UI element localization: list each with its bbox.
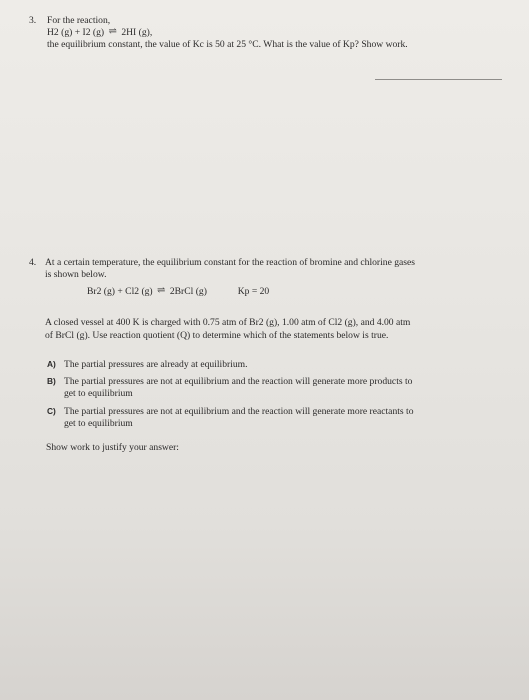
equilibrium-arrow-icon: ⇌ — [157, 285, 166, 296]
q3-equation-left: H2 (g) + I2 (g) — [47, 27, 105, 38]
option-c-text-line1: The partial pressures are not at equilibrium and the reaction will generate more reactants to — [64, 406, 414, 417]
option-b-text-line2: get to equilibrium — [64, 387, 133, 399]
question-3-statement: the equilibrium constant, the value of Kc is 50 at 25 °C. What is the value of Kp? Show work. — [47, 39, 408, 50]
option-b-text-line1: The partial pressures are not at equilibrium and the reaction will generate more products to — [64, 376, 413, 387]
option-c-text-line2: get to equilibrium — [64, 417, 133, 429]
q4-equation-right: 2BrCl (g) — [169, 286, 207, 297]
option-a-text: The partial pressures are already at equilibrium. — [64, 359, 248, 370]
question-4-paragraph-line2: of BrCl (g). Use reaction quotient (Q) to determine which of the statements below is true. — [45, 330, 389, 341]
question-4-intro-line2: is shown below. — [45, 269, 107, 280]
option-c-letter: C) — [47, 406, 56, 416]
question-4-intro-line1: At a certain temperature, the equilibrium constant for the reaction of bromine and chlorine gases — [45, 257, 416, 268]
answer-line — [375, 79, 502, 80]
question-3-equation — [47, 27, 152, 39]
q3-equation-right: 2HI (g), — [121, 27, 153, 38]
option-c[interactable] — [47, 406, 414, 429]
question-4-equation — [87, 286, 269, 298]
question-3-number: 3. — [29, 15, 37, 26]
question-4-paragraph-line1: A closed vessel at 400 K is charged with 0.75 atm of Br2 (g), 1.00 atm of Cl2 (g), and 4.00 atm — [45, 317, 411, 328]
q4-equation-left: Br2 (g) + Cl2 (g) — [87, 286, 153, 297]
option-a-letter: A) — [47, 359, 56, 369]
equilibrium-arrow-icon: ⇌ — [108, 26, 117, 37]
question-4-number: 4. — [29, 257, 37, 268]
option-b-letter: B) — [47, 376, 56, 386]
option-a[interactable] — [47, 359, 248, 371]
q4-kp-value: Kp = 20 — [237, 286, 270, 297]
question-3-intro: For the reaction, — [47, 15, 111, 26]
option-b[interactable] — [47, 376, 412, 399]
show-work-prompt: Show work to justify your answer: — [46, 442, 179, 453]
